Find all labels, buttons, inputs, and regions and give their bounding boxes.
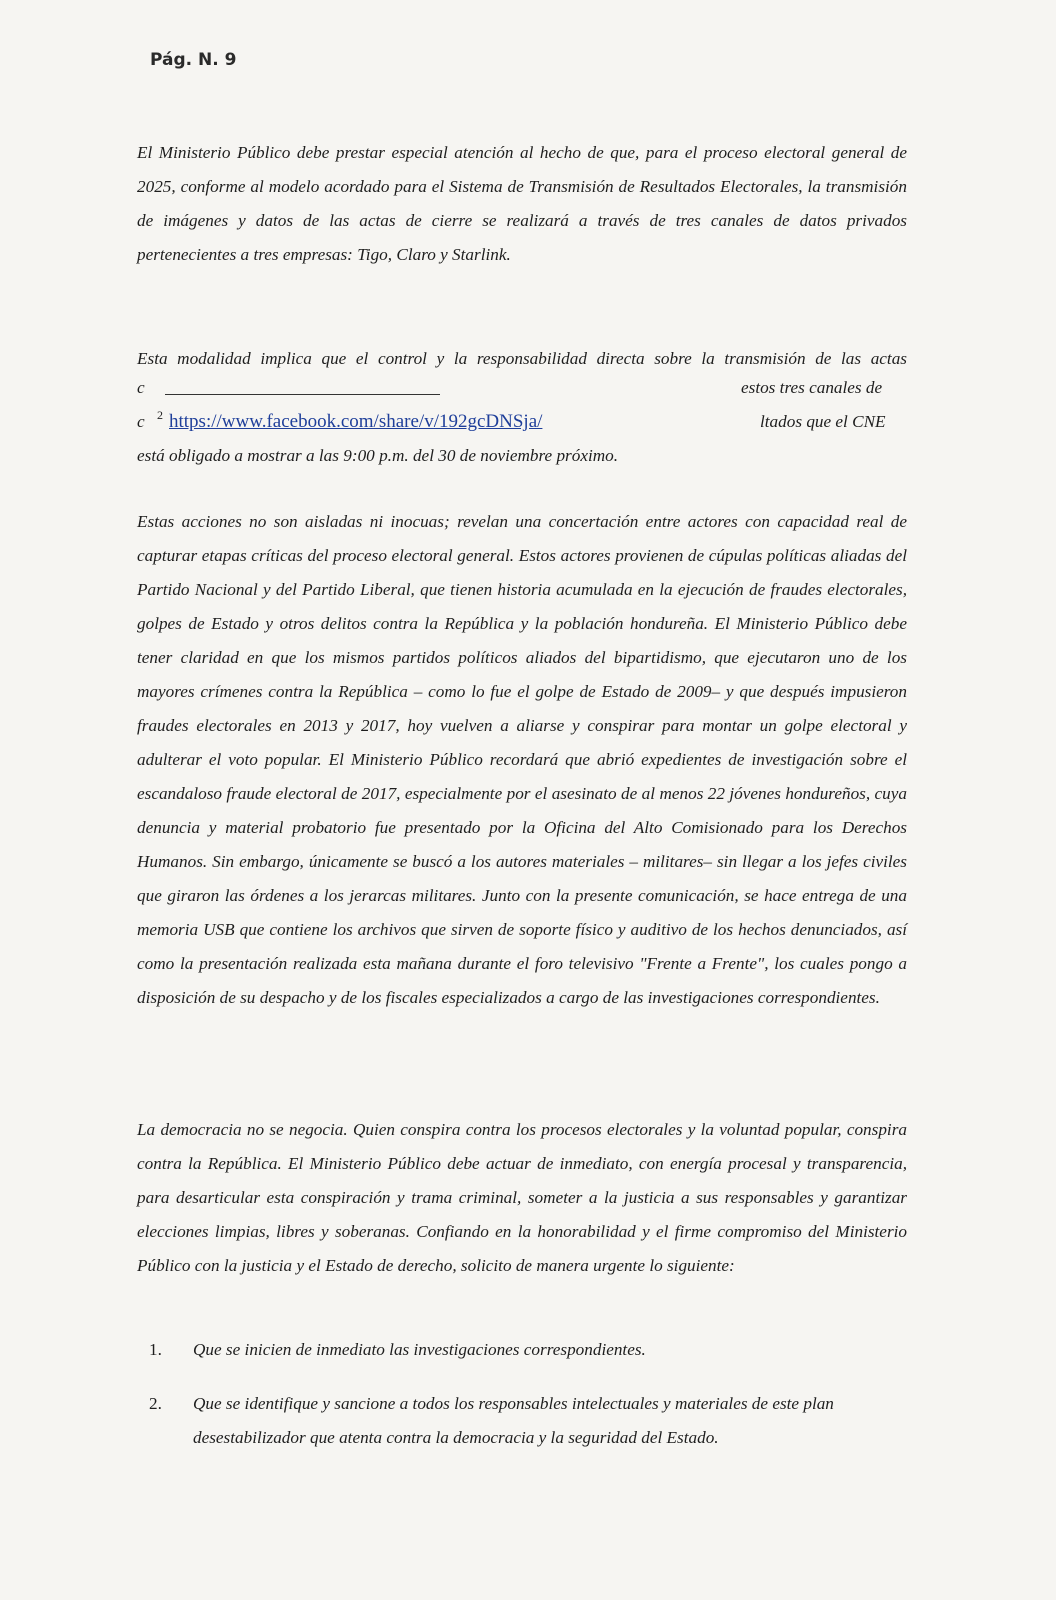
list-text: Que se identifique y sancione a todos los responsables intelectuales y materiales de este plan desestabilizador que atenta contra la democracia y la seguridad del Estado. (193, 1394, 834, 1447)
paragraph-1: El Ministerio Público debe prestar especial atención al hecho de que, para el proceso electoral general de 2025, conforme al modelo acordado para el Sistema de Transmisión de Resultados Electorales, la transmisión de imágenes y datos de las actas de cierre se realizará a través de tres canales de datos privados pertenecientes a tres empresas: Tigo, Claro y Starlink. (137, 143, 907, 264)
paragraph-2-line-2-end: estos tres canales de (741, 378, 883, 397)
paragraph-2-line-4: está obligado a mostrar a las 9:00 p.m. del 30 de noviembre próximo. (137, 446, 619, 465)
paragraph-3: Estas acciones no son aisladas ni inocuas; revelan una concertación entre actores con capacidad real de capturar etapas críticas del proceso electoral general. Estos actores provienen de cúpulas políticas aliadas del Partido Nacional y del Partido Liberal, que tienen historia acumulada en la ejecución de fraudes electorales, golpes de Estado y otros delitos contra la República y la población hondureña. El Ministerio Público debe tener claridad en que los mismos partidos políticos aliados del bipartidismo, que ejecutaron uno de los mayores crímenes contra la República – como lo fue el golpe de Estado de 2009– y que después impusieron fraudes electorales en 2013 y 2017, hoy vuelven a aliarse y conspirar para montar un golpe electoral y adulterar el voto popular. El Ministerio Público recordará que abrió expedientes de investigación sobre el escandaloso fraude electoral de 2017, especialmente por el asesinato de al menos 22 jóvenes hondureños, cuya denuncia y material probatorio fue presentado por la Oficina del Alto Comisionado para los Derechos Humanos. Sin embargo, únicamente se buscó a los autores materiales – militares– sin llegar a los jefes civiles que giraron las órdenes a los jerarcas militares. Junto con la presente comunicación, se hace entrega de una memoria USB que contiene los archivos que sirven de soporte físico y auditivo de los hechos denunciados, así como la presentación realizada esta mañana durante el foro televisivo "Frente a Frente", los cuales pongo a disposición de su despacho y de los fiscales especializados a cargo de las investigaciones correspondientes. (137, 512, 907, 1007)
list-number: 2. (149, 1394, 162, 1413)
paragraph-4: La democracia no se negocia. Quien conspira contra los procesos electorales y la voluntad popular, conspira contra la República. El Ministerio Público debe actuar de inmediato, con energía procesal y transparencia, para desarticular esta conspiración y trama criminal, someter a la justicia a sus responsables y garantizar elecciones limpias, libres y soberanas. Confiando en la honorabilidad y el firme compromiso del Ministerio Público con la justicia y el Estado de derecho, solicito de manera urgente lo siguiente: (137, 1120, 907, 1275)
paragraph-2-line-3-start: c (137, 412, 145, 431)
footnote-number: 2 (157, 408, 163, 422)
list-number: 1. (149, 1340, 162, 1359)
footnote-link[interactable]: https://www.facebook.com/share/v/192gcDNSja/ (169, 411, 543, 432)
list-item-1 (145, 1333, 905, 1367)
list-item-2 (145, 1387, 905, 1455)
footnote-separator (165, 394, 440, 395)
paragraph-2-line-2-start: c (137, 378, 145, 397)
list-text: Que se inicien de inmediato las investigaciones correspondientes. (193, 1340, 646, 1359)
footnote (157, 408, 542, 433)
paragraph-2-line-1: Esta modalidad implica que el control y la responsabilidad directa sobre la transmisión de las actas (137, 349, 907, 368)
page-number-header: Pág. N. 9 (150, 50, 237, 70)
paragraph-2-line-3-end: ltados que el CNE (760, 412, 886, 431)
